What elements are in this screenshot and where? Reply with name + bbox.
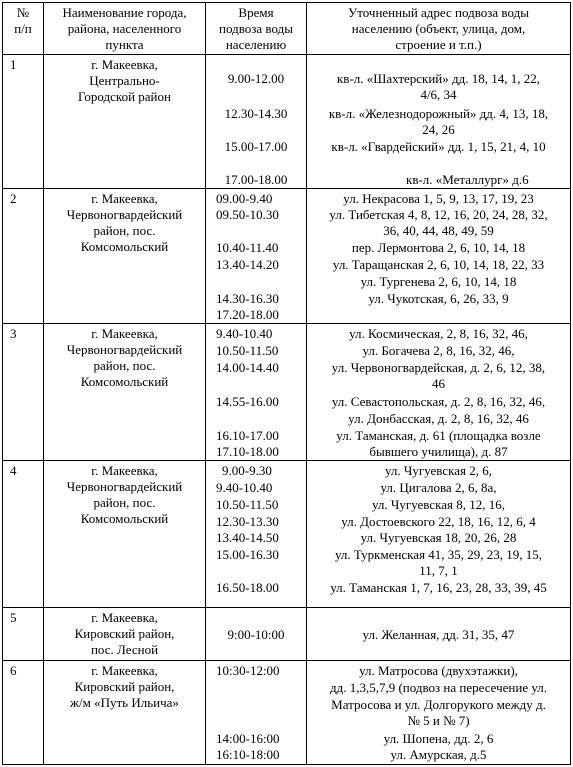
- row-4-address-6: ул. Туркменская 41, 35, 29, 23, 19, 15,: [334, 547, 543, 562]
- row-6-address-2: дд. 1,3,5,7,9 (подвоз на пересечение ул.: [329, 680, 548, 695]
- row-2-address-1: ул. Некрасова 1, 5, 9, 13, 17, 19, 23: [343, 191, 534, 206]
- row-6-address-3: Матросова и ул. Долгорукого между д.: [331, 697, 546, 712]
- row-1-time-1: 9.00-12.00: [227, 71, 285, 86]
- row-2-address-7: ул. Чукотская, 6, 26, 33, 9: [368, 291, 509, 306]
- row-5-city-line-2: Кировский район,: [74, 626, 175, 641]
- row-3-time-4: 14.55-16.00: [216, 394, 279, 409]
- row-6-city-line-1: г. Макеевка,: [91, 663, 158, 678]
- header-address-line-1: Уточненный адрес подвоза воды: [348, 5, 529, 20]
- row-3-address-3: ул. Червоногвардейская, д. 2, 6, 12, 38,: [331, 360, 546, 375]
- row-4-address-7: 11, 7, 1: [419, 563, 458, 578]
- row-6-num: 6: [10, 663, 17, 678]
- row-4-address-4: ул. Достоевского 22, 18, 16, 12, 6, 4: [341, 514, 536, 529]
- row-6-address-5: ул. Шопена, дд. 2, 6: [383, 731, 494, 746]
- row-6-address-1: ул. Матросова (двухэтажки),: [359, 663, 518, 678]
- row-4-address-3: ул. Чугуевская 8, 12, 16,: [372, 497, 505, 512]
- row-2-time-6: 17.20-18.00: [216, 307, 279, 322]
- row-6-address-6: ул. Амурская, д.5: [390, 747, 487, 762]
- row-3-time-6: 17.10-18.00: [216, 444, 279, 459]
- row-4-time-6: 15.00-16.30: [216, 547, 279, 562]
- row-3-address-4: 46: [432, 376, 445, 391]
- row-1-address-3: кв-л. «Железнодорожный» дд. 4, 13, 18,: [328, 106, 549, 121]
- row-4-time-4: 12.30-13.30: [216, 514, 279, 529]
- row-6-time-2: 14:00-16:00: [216, 731, 280, 746]
- row-6-time-1: 10:30-12:00: [216, 663, 280, 678]
- header-address-line-3: строение и т.п.): [395, 37, 482, 52]
- row-2-time-1: 09.00-9.40: [216, 191, 273, 206]
- row-3-address-2: ул. Богачева 2, 8, 16, 32, 46,: [362, 343, 515, 358]
- row-4-city-line-2: Червоногвардейский: [66, 479, 183, 494]
- row-2-time-2: 09.50-10.30: [216, 207, 279, 222]
- row-2-time-4: 13.40-14.20: [216, 257, 279, 272]
- header-city-line-3: пункта: [105, 37, 144, 52]
- row-divider-4: [2, 607, 571, 608]
- row-3-city-line-4: Комсомольский: [80, 374, 169, 389]
- row-1-time-2: 12.30-14.30: [224, 106, 288, 121]
- row-2-city-line-1: г. Макеевка,: [91, 191, 158, 206]
- row-2-num: 2: [10, 191, 17, 206]
- table-border-right: [570, 2, 571, 765]
- row-3-num: 3: [10, 326, 17, 341]
- row-1-num: 1: [10, 57, 17, 72]
- row-divider-1: [2, 188, 571, 189]
- row-2-address-5: ул. Таращанская 2, 6, 10, 14, 18, 22, 33: [332, 257, 545, 272]
- row-2-city-line-2: Червоногвардейский: [66, 207, 183, 222]
- row-1-address-6: кв-л. «Металлург» д.6: [406, 172, 529, 187]
- row-1-time-4: 17.00-18.00: [224, 172, 288, 187]
- row-3-address-8: бывшего училища), д. 87: [369, 444, 508, 459]
- row-2-address-3: 36, 40, 44, 48, 49, 59: [383, 223, 494, 238]
- row-4-address-1: ул. Чугуевская 2, 6,: [385, 463, 492, 478]
- row-4-time-2: 9.40-10.40: [216, 480, 273, 495]
- row-4-address-5: ул. Чугуевская 18, 20, 26, 28: [360, 530, 517, 545]
- row-4-city-line-4: Комсомольский: [80, 511, 169, 526]
- row-4-city-line-1: г. Макеевка,: [91, 463, 158, 478]
- row-1-address-2: 4/6, 34: [420, 87, 457, 102]
- row-3-address-7: ул. Таманская, д. 61 (площадка возле: [336, 428, 541, 443]
- row-3-time-1: 9.40-10.40: [216, 326, 273, 341]
- row-divider-2: [2, 323, 571, 324]
- row-3-city-line-1: г. Макеевка,: [91, 326, 158, 341]
- header-time-line-1: Время: [238, 5, 274, 20]
- row-1-time-3: 15.00-17.00: [224, 139, 288, 154]
- row-4-num: 4: [10, 463, 17, 478]
- row-5-time-1: 9:00-10:00: [227, 627, 285, 642]
- row-1-city-line-3: Городской район: [78, 89, 171, 104]
- header-divider: [2, 54, 571, 55]
- header-address-line-2: населению (объект, улица, дом,: [351, 21, 526, 36]
- row-2-city-line-3: район, пос.: [93, 223, 156, 238]
- header-num-line-1: №: [16, 5, 30, 20]
- row-6-city-line-2: Кировский район,: [74, 679, 175, 694]
- row-3-city-line-2: Червоногвардейский: [66, 342, 183, 357]
- table-border-left: [2, 2, 3, 765]
- row-1-city-line-2: Центрально-: [89, 73, 160, 88]
- row-3-time-5: 16.10-17.00: [216, 428, 279, 443]
- row-5-city-line-3: пос. Лесной: [90, 642, 159, 657]
- row-4-time-3: 10.50-11.50: [216, 497, 279, 512]
- row-4-time-7: 16.50-18.00: [216, 580, 279, 595]
- row-4-address-8: ул. Таманская 1, 7, 16, 23, 28, 33, 39, 45: [330, 580, 547, 595]
- row-2-address-6: ул. Тургенева 2, 6, 10, 14, 18: [360, 274, 517, 289]
- row-3-address-1: ул. Космическая, 2, 8, 16, 32, 46,: [349, 326, 528, 341]
- row-1-address-4: 24, 26: [422, 122, 455, 137]
- row-2-address-4: пер. Лермонтова 2, 6, 10, 14, 18: [351, 240, 526, 255]
- row-6-time-3: 16:10-18:00: [216, 747, 280, 762]
- row-6-city-line-3: ж/м «Путь Ильича»: [70, 695, 179, 710]
- row-1-city-line-1: г. Макеевка,: [91, 57, 158, 72]
- row-4-city-line-3: район, пос.: [93, 495, 156, 510]
- row-divider-5: [2, 660, 571, 661]
- row-3-city-line-3: район, пос.: [93, 358, 156, 373]
- header-time-line-3: населению: [225, 37, 287, 52]
- row-3-address-6: ул. Донбасская, д. 2, 8, 16, 32, 46: [348, 411, 529, 426]
- header-time-line-2: подвоза воды: [219, 21, 293, 36]
- row-1-address-1: кв-л. «Шахтерский» дд. 18, 14, 1, 22,: [336, 71, 540, 86]
- row-4-time-5: 13.40-14.50: [216, 530, 279, 545]
- row-2-time-3: 10.40-11.40: [216, 240, 279, 255]
- header-city-line-2: района, населенного: [67, 21, 182, 36]
- row-5-num: 5: [10, 610, 17, 625]
- row-3-time-3: 14.00-14.40: [216, 360, 279, 375]
- table-border-bottom: [2, 764, 571, 765]
- row-3-address-5: ул. Севастопольская, д. 2, 8, 16, 32, 46,: [331, 394, 546, 409]
- row-2-time-5: 14.30-16.30: [216, 291, 279, 306]
- header-city-line-1: Наименование города,: [62, 5, 187, 20]
- row-4-time-1: 9.00-9.30: [222, 463, 272, 478]
- header-num-line-2: п/п: [14, 21, 32, 36]
- row-2-city-line-4: Комсомольский: [80, 239, 169, 254]
- table-border-top: [2, 2, 571, 3]
- row-4-address-2: ул. Цигалова 2, 6, 8а,: [380, 480, 497, 495]
- row-6-address-4: № 5 и № 7): [407, 713, 470, 728]
- row-divider-3: [2, 460, 571, 461]
- row-1-address-5: кв-л. «Гвардейский» дд. 1, 15, 21, 4, 10: [331, 139, 546, 154]
- row-3-time-2: 10.50-11.50: [216, 343, 279, 358]
- row-2-address-2: ул. Тибетская 4, 8, 12, 16, 20, 24, 28, 32,: [329, 207, 548, 222]
- row-5-city-line-1: г. Макеевка,: [91, 610, 158, 625]
- row-5-address-1: ул. Желанная, дд. 31, 35, 47: [362, 627, 515, 642]
